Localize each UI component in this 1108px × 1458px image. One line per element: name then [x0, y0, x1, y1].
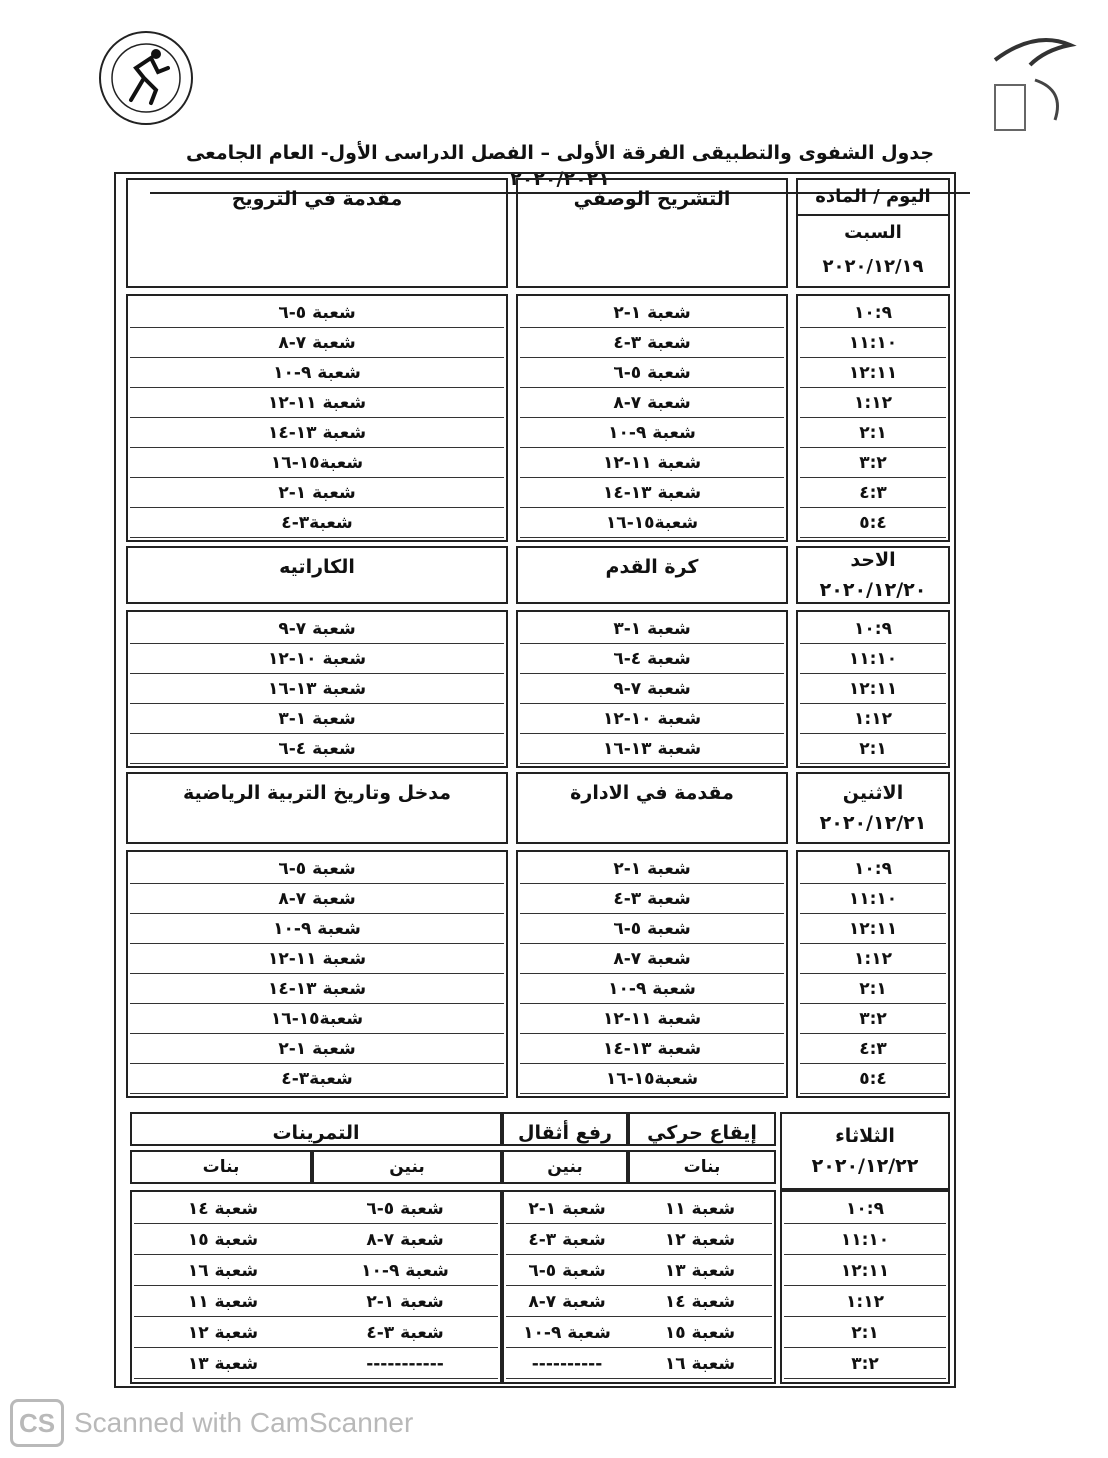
group-cell: شعبة ١-٣	[130, 704, 504, 734]
day-date: ٢٠٢٠/١٢/١٩	[822, 256, 924, 277]
group-cell: شعبة ١-٢	[312, 1287, 498, 1317]
group-cell: شعبة ٣-٤	[312, 1318, 498, 1348]
day-date: ٢٠٢٠/١٢/٢١	[819, 812, 927, 834]
subject-header: التمرينات	[130, 1112, 502, 1146]
timetable	[114, 172, 956, 1388]
time-cell: ١٠:٩	[784, 1194, 946, 1224]
header-label: اليوم / المادة	[798, 180, 948, 216]
time-cell: ٢:١	[800, 974, 946, 1004]
group-cell: شعبة ٥-٦	[520, 914, 784, 944]
group-cell: شعبة ٤-٦	[520, 644, 784, 674]
time-cell: ١:١٢	[800, 704, 946, 734]
group-cell: شعبة ١٦	[134, 1256, 312, 1286]
group-cell: شعبة ١٣-١٦	[520, 734, 784, 764]
gender-header: بنين	[502, 1150, 628, 1184]
subject-header: مقدمة في الترويح	[126, 178, 508, 288]
subject-header: التشريح الوصفي	[516, 178, 788, 288]
group-cell: شعبة١٥-١٦	[520, 508, 784, 538]
group-cell: شعبة ٧-٨	[130, 884, 504, 914]
time-cell: ١٢:١١	[800, 674, 946, 704]
camscanner-icon: CS	[10, 1399, 64, 1447]
time-cell: ١٢:١١	[800, 914, 946, 944]
time-cell: ١١:١٠	[784, 1225, 946, 1255]
group-cell: شعبة١٥-١٦	[520, 1064, 784, 1094]
group-cell: شعبة ١٤	[134, 1194, 312, 1224]
group-cell: شعبة ١-٢	[506, 1194, 628, 1224]
time-cell: ٢:١	[784, 1318, 946, 1348]
university-emblem-logo	[975, 30, 1085, 140]
day-name: الاثنين	[842, 782, 904, 804]
group-cell: شعبة ٩-١٠	[312, 1256, 498, 1286]
camscanner-watermark	[10, 1398, 413, 1448]
time-cell: ٣:٢	[800, 1004, 946, 1034]
group-cell: شعبة ١-٢	[130, 1034, 504, 1064]
group-cell: ----------	[506, 1349, 628, 1379]
group-cell: شعبة ١٤	[628, 1287, 772, 1317]
group-cell: شعبة ١-٢	[130, 478, 504, 508]
watermark-text: Scanned with CamScanner	[74, 1407, 414, 1438]
day-date-cell	[796, 772, 950, 844]
group-cell: شعبة ١٣-١٤	[130, 418, 504, 448]
group-cell: شعبة ١٣-١٤	[130, 974, 504, 1004]
group-cell: شعبة ١٥	[628, 1318, 772, 1348]
page-title: جدول الشفوى والتطبيقى الفرقة الأولى – الفصل الدراسى الأول- العام الجامعى ٢٠٢٠/٢٠٢١	[150, 140, 970, 194]
group-cell: شعبة ١١-١٢	[520, 1004, 784, 1034]
time-cell: ١:١٢	[784, 1287, 946, 1317]
group-cell: شعبة ١١	[134, 1287, 312, 1317]
group-cell: شعبة ٩-١٠	[520, 418, 784, 448]
time-cell: ٢:١	[800, 734, 946, 764]
group-cell: شعبة ٣-٤	[506, 1225, 628, 1255]
subject-header: رفع أثقال	[502, 1112, 628, 1146]
time-cell: ١٠:٩	[800, 614, 946, 644]
subject-header: الكاراتيه	[126, 546, 508, 604]
time-cell: ٥:٤	[800, 1064, 946, 1094]
gender-header: بنين	[312, 1150, 502, 1184]
day-date-cell	[780, 1112, 950, 1190]
group-cell: شعبة ١٦	[628, 1349, 772, 1379]
group-cell: شعبة٣-٤	[130, 1064, 504, 1094]
subject-header: كرة القدم	[516, 546, 788, 604]
time-cell: ٤:٣	[800, 478, 946, 508]
time-cell: ١٠:٩	[800, 854, 946, 884]
group-cell: شعبة ١٠-١٢	[520, 704, 784, 734]
group-cell: شعبة ٩-١٠	[506, 1318, 628, 1348]
day-name: السبت	[844, 222, 902, 243]
group-cell: شعبة١٥-١٦	[130, 1004, 504, 1034]
time-cell: ٣:٢	[800, 448, 946, 478]
subject-header: مدخل وتاريخ التربية الرياضية	[126, 772, 508, 844]
group-cell: شعبة ٥-٦	[506, 1256, 628, 1286]
group-cell: شعبة٣-٤	[130, 508, 504, 538]
time-cell: ٤:٣	[800, 1034, 946, 1064]
group-cell: شعبة١٥-١٦	[130, 448, 504, 478]
day-name: الاحد	[850, 549, 896, 571]
gender-header: بنات	[130, 1150, 312, 1184]
group-cell: شعبة ١١-١٢	[130, 944, 504, 974]
group-cell: شعبة ١٣-١٤	[520, 1034, 784, 1064]
group-cell: شعبة ٧-٨	[312, 1225, 498, 1255]
group-cell: شعبة ٥-٦	[130, 854, 504, 884]
group-cell: شعبة ١٥	[134, 1225, 312, 1255]
subject-header: إيقاع حركي	[628, 1112, 776, 1146]
group-cell: شعبة ١-٣	[520, 614, 784, 644]
group-cell: شعبة ١-٢	[520, 854, 784, 884]
time-cell: ٥:٤	[800, 508, 946, 538]
group-cell: شعبة ٩-١٠	[130, 358, 504, 388]
day-date: ٢٠٢٠/١٢/٢٠	[819, 579, 927, 601]
group-cell: شعبة ٩-١٠	[130, 914, 504, 944]
time-cell: ١٢:١١	[800, 358, 946, 388]
group-cell: شعبة ٧-٨	[520, 944, 784, 974]
group-cell: شعبة ٧-٨	[130, 328, 504, 358]
time-cell: ٣:٢	[784, 1349, 946, 1379]
group-cell: شعبة ٥-٦	[130, 298, 504, 328]
group-cell: شعبة ١-٢	[520, 298, 784, 328]
group-cell: شعبة ٩-١٠	[520, 974, 784, 1004]
group-cell: شعبة ٥-٦	[312, 1194, 498, 1224]
group-cell: شعبة ١١-١٢	[520, 448, 784, 478]
group-cell: شعبة ٧-٩	[520, 674, 784, 704]
group-cell: شعبة ١٢	[134, 1318, 312, 1348]
group-cell: شعبة ٧-٨	[520, 388, 784, 418]
group-cell: شعبة ١١-١٢	[130, 388, 504, 418]
time-cell: ١١:١٠	[800, 884, 946, 914]
group-cell: شعبة ٣-٤	[520, 884, 784, 914]
day-date-cell	[796, 546, 950, 604]
group-cell: شعبة ٣-٤	[520, 328, 784, 358]
time-cell: ١١:١٠	[800, 328, 946, 358]
time-cell: ١:١٢	[800, 944, 946, 974]
time-cell: ١:١٢	[800, 388, 946, 418]
group-cell: شعبة ٧-٨	[506, 1287, 628, 1317]
day-date: ٢٠٢٠/١٢/٢٢	[811, 1155, 919, 1177]
group-cell: شعبة ١١	[628, 1194, 772, 1224]
day-name: الثلاثاء	[835, 1125, 895, 1147]
group-cell: شعبة ٥-٦	[520, 358, 784, 388]
group-cell: شعبة ١٢	[628, 1225, 772, 1255]
group-cell: شعبة ٧-٩	[130, 614, 504, 644]
group-cell: -----------	[312, 1349, 498, 1379]
subject-header: مقدمة في الادارة	[516, 772, 788, 844]
group-cell: شعبة ١٣-١٤	[520, 478, 784, 508]
group-cell: شعبة ١٣-١٦	[130, 674, 504, 704]
time-cell: ١١:١٠	[800, 644, 946, 674]
time-cell: ٢:١	[800, 418, 946, 448]
group-cell: شعبة ٤-٦	[130, 734, 504, 764]
group-cell: شعبة ١٣	[628, 1256, 772, 1286]
day-date-cell	[796, 178, 950, 288]
time-cell: ١٢:١١	[784, 1256, 946, 1286]
group-cell: شعبة ١٣	[134, 1349, 312, 1379]
group-cell: شعبة ١٠-١٢	[130, 644, 504, 674]
time-cell: ١٠:٩	[800, 298, 946, 328]
faculty-seal-logo	[96, 28, 196, 128]
gender-header: بنات	[628, 1150, 776, 1184]
